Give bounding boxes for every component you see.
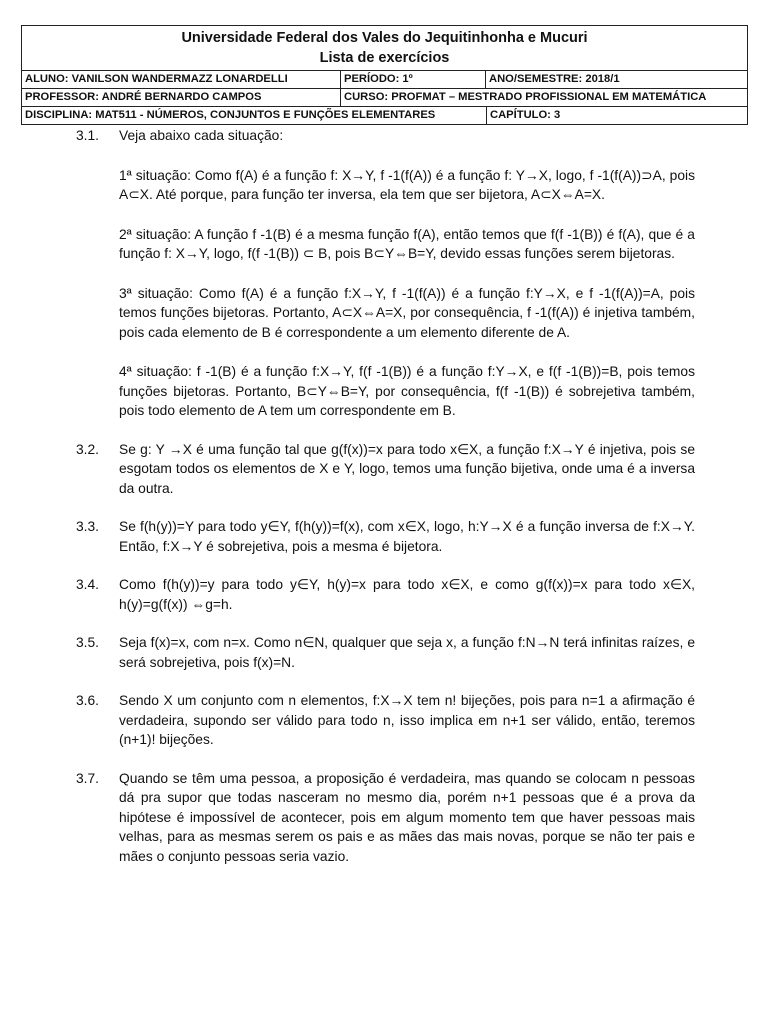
exercise-text: Se g: Y →X é uma função tal que g(f(x))=x para todo x∈X, a função f:X→Y é injetiva, pois se esgotam todos os elementos de X e Y, logo, temos uma função bijetiva, onde uma é a inversa da outra. [119, 441, 695, 496]
exercise-text: Seja f(x)=x, com n=x. Como n∈N, qualquer que seja x, a função f:N→N terá infinitas raízes, e será sobrejetiva, pois f(x)=N. [119, 635, 695, 670]
exercise-number: 3.1. [76, 128, 100, 143]
exercise-number: 3.5. [76, 635, 100, 650]
university-title: Universidade Federal dos Vales do Jequitinhonha e Mucuri [181, 30, 588, 46]
exercise-3-4 [0, 575, 768, 614]
situation-4: 4ª situação: f -1(B) é a função f:X→Y, f(f -1(B)) é a função f:Y→X, e f(f -1(B))=B, pois temos funções bijetoras. Portanto, B⊂Y⇔B=Y, por consequência, f(f -1(B)) é sobrejetiva também, pois todo elemento de A tem um correspondente em B. [119, 364, 695, 418]
exercise-number: 3.6. [76, 693, 100, 708]
exercise-3-3 [0, 517, 768, 556]
student-cell: ALUNO: VANILSON WANDERMAZZ LONARDELLI [25, 73, 288, 85]
exercise-number: 3.4. [76, 577, 100, 592]
header-row-student [22, 70, 747, 88]
situation-1: 1ª situação: Como f(A) é a função f: X→Y, f -1(f(A)) é a função f: Y→X, logo, f -1(f(A))⊃A, pois A⊂X. Até porque, para função ter inversa, ela tem que ser bijetora, A⊂X⇔A=X. [119, 167, 695, 202]
exercise-text: Sendo X um conjunto com n elementos, f:X→X tem n! bijeções, pois para n=1 a afirmação é verdadeira, supondo ser válido para todo n, isso implica em n+1 ser válido, então, teremos (n+1)! bijeções. [119, 693, 695, 747]
exercise-3-2 [0, 440, 768, 499]
chapter-cell: CAPÍTULO: 3 [486, 107, 747, 124]
professor-cell: PROFESSOR: ANDRÉ BERNARDO CAMPOS [25, 91, 262, 103]
situation-3: 3ª situação: Como f(A) é a função f:X→Y, f -1(f(A)) é a função f:Y→X, e f -1(f(A))=A, pois temos funções bijetoras. Portanto, A⊂X⇔A=X, por consequência, f -1(f(A)) é injetiva também, pois cada elemento de B é correspondente a um elemento diferente de A. [119, 285, 695, 340]
exercise-3-6 [0, 691, 768, 750]
header-row-discipline [22, 106, 747, 124]
discipline-cell: DISCIPLINA: MAT511 - NÚMEROS, CONJUNTOS E FUNÇÕES ELEMENTARES [25, 109, 436, 121]
exercise-3-7 [0, 769, 768, 867]
course-cell: CURSO: PROFMAT – MESTRADO PROFISSIONAL EM MATEMÁTICA [340, 89, 747, 106]
exercise-number: 3.7. [76, 770, 100, 786]
exercise-text: Quando se têm uma pessoa, a proposição é verdadeira, mas quando se colocam n pessoas dá pra supor que todas nasceram no mesmo dia, porém n+1 pessoas que é a prova da hipótese é impossível de acontecer, pois em algum momento tem que haver pessoas mais velhas, para as mesmas serem os pais e as mães das mais novas, porque se não ter pais e mães o conjunto pessoas seria vazio. [119, 770, 695, 864]
header-row-professor [22, 88, 747, 106]
exercise-text: Como f(h(y))=y para todo y∈Y, h(y)=x para todo x∈X, e como g(f(x))=x para todo x∈X, h(y)=g(f(x)) ⇔g=h. [119, 577, 695, 612]
exercise-3-5 [0, 633, 768, 672]
exercise-3-1 [0, 126, 768, 421]
situation-2: 2ª situação: A função f -1(B) é a mesma função f(A), então temos que f(f -1(B)) é f(A), que é a função f: X→Y, logo, f(f -1(B)) ⊂ B, pois B⊂Y⇔B=Y, devido essas funções serem bijetoras. [119, 226, 695, 261]
exercise-number: 3.3. [76, 519, 100, 534]
list-title: Lista de exercícios [319, 50, 450, 66]
header-table [21, 25, 748, 125]
exercise-intro: Veja abaixo cada situação: [119, 128, 284, 143]
exercise-list [0, 126, 768, 866]
year-semester-cell: ANO/SEMESTRE: 2018/1 [485, 71, 747, 88]
exercise-number: 3.2. [76, 441, 100, 457]
period-cell: PERÍODO: 1º [340, 71, 485, 88]
exercise-text: Se f(h(y))=Y para todo y∈Y, f(h(y))=f(x), com x∈X, logo, h:Y→X é a função inversa de f:X→Y. Então, f:X→Y é sobrejetiva, pois a mesma é bijetora. [119, 519, 695, 554]
